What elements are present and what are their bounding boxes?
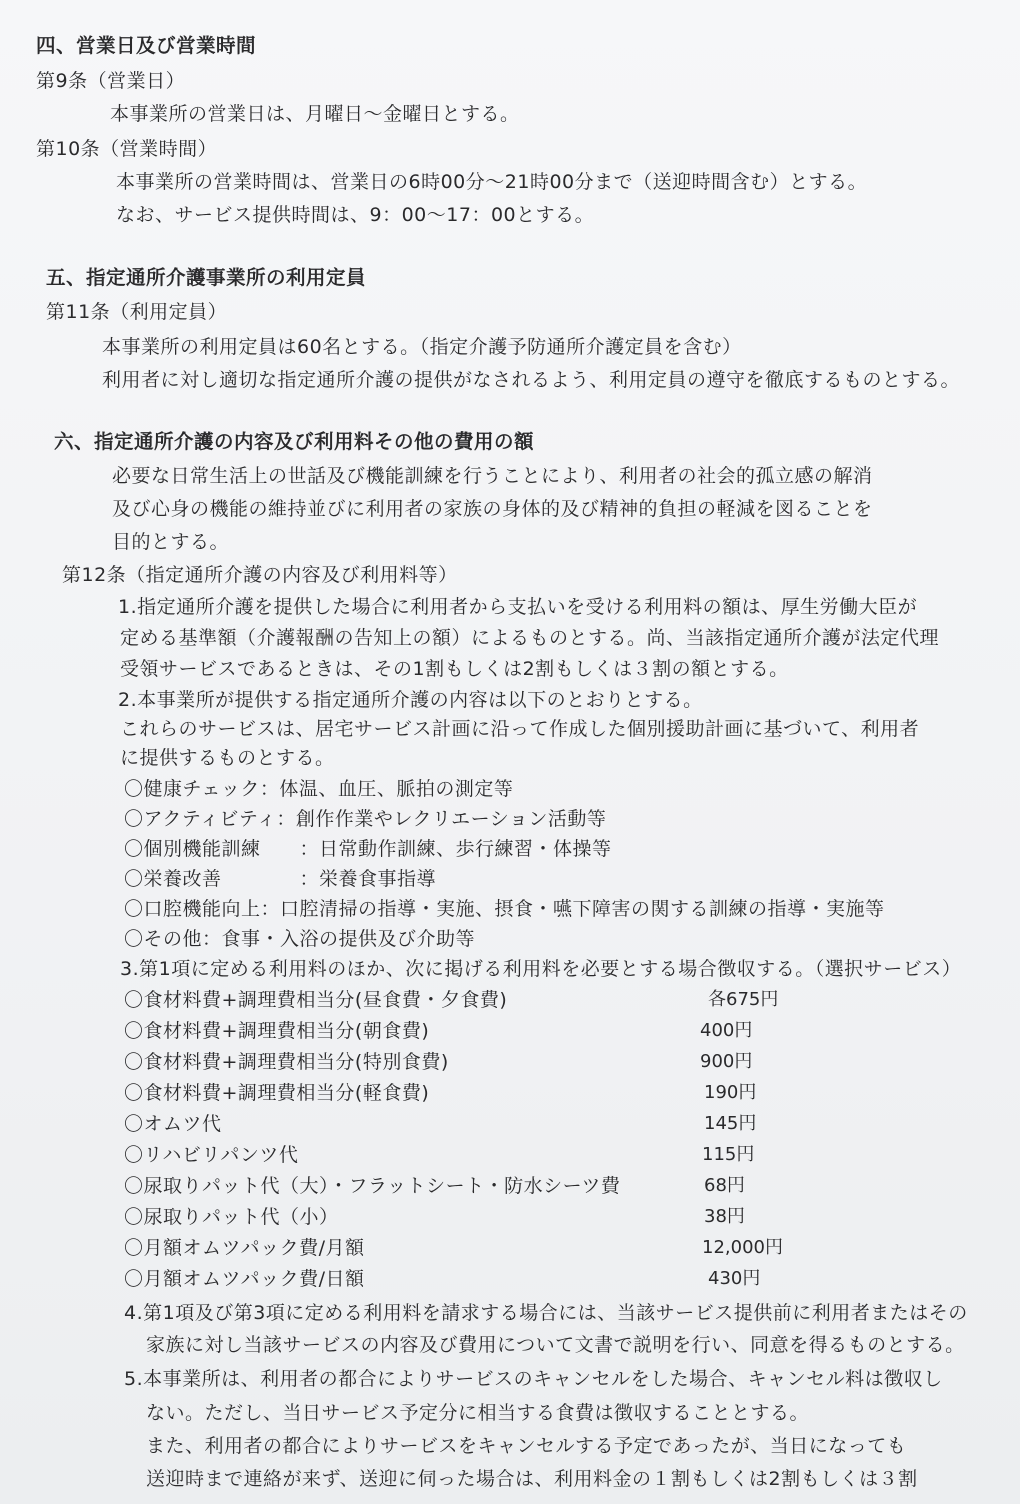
clause-2-line-2: これらのサービスは、居宅サービス計画に沿って作成した個別援助計画に基づいて、利用者 [120,718,920,740]
service-item: 〇健康チェック：体温、血圧、脈拍の測定等 [124,778,514,800]
article-10-body-1: 本事業所の営業時間は、営業日の6時00分～21時00分まで（送迎時間含む）とする。 [116,171,868,193]
clause-1-line-2: 定める基準額（介護報酬の告知上の額）によるものとする。尚、当該指定通所介護が法定代理 [120,627,940,649]
fee-price: 各675円 [708,989,779,1010]
article-9-body: 本事業所の営業日は、月曜日～金曜日とする。 [110,103,520,125]
clause-1-line-3: 受領サービスであるときは、その1割もしくは2割もしくは３割の額とする。 [120,658,789,680]
fee-price: 430円 [708,1268,761,1289]
article-9-title: 第9条（営業日） [36,70,186,92]
clause-5-line-4: 送迎時まで連絡が来ず、送迎に伺った場合は、利用料金の１割もしくは2割もしくは３割 [146,1468,918,1490]
service-item: 〇個別機能訓練 ：日常動作訓練、歩行練習・体操等 [124,838,612,860]
service-item: 〇栄養改善 ：栄養食事指導 [124,868,437,890]
article-10-body-2: なお、サービス提供時間は、9：00～17：00とする。 [116,204,595,226]
fee-name: 〇食材料費+調理費相当分(軽食費) [124,1082,430,1104]
fee-price: 115円 [702,1144,755,1165]
fee-price: 190円 [704,1082,757,1103]
fee-price: 900円 [700,1051,753,1072]
fee-price: 12,000円 [702,1237,783,1258]
section-6-intro-1: 必要な日常生活上の世話及び機能訓練を行うことにより、利用者の社会的孤立感の解消 [112,465,873,487]
section-6-heading: 六、指定通所介護の内容及び利用料その他の費用の額 [54,430,535,453]
service-item: 〇アクティビティ：創作作業やレクリエーション活動等 [124,808,607,830]
article-11-title: 第11条（利用定員） [46,301,228,323]
clause-3-line-1: 3.第1項に定める利用料のほか、次に掲げる利用料を必要とする場合徴収する。（選択サービス） [120,958,962,980]
fee-name: 〇尿取りパット代（小） [124,1206,339,1228]
clause-5-line-1: 5.本事業所は、利用者の都合によりサービスのキャンセルをした場合、キャンセル料は徴収し [124,1368,943,1390]
clause-1-line-1: 1.指定通所介護を提供した場合に利用者から支払いを受ける利用料の額は、厚生労働大臣が [118,596,918,618]
section-5-heading: 五、指定通所介護事業所の利用定員 [46,266,367,289]
fee-price: 68円 [704,1175,745,1196]
clause-2-line-3: に提供するものとする。 [120,747,335,769]
service-item: 〇口腔機能向上：口腔清掃の指導・実施、摂食・嚥下障害の関する訓練の指導・実施等 [124,898,885,920]
article-12-title: 第12条（指定通所介護の内容及び利用料等） [62,564,458,586]
fee-name: 〇食材料費+調理費相当分(昼食費・夕食費) [124,989,508,1011]
clause-5-line-2: ない。ただし、当日サービス予定分に相当する食費は徴収することとする。 [146,1402,810,1424]
clause-5-line-3: また、利用者の都合によりサービスをキャンセルする予定であったが、当日になっても [146,1435,907,1457]
fee-name: 〇食材料費+調理費相当分(特別食費) [124,1051,449,1073]
fee-price: 400円 [700,1020,753,1041]
section-6-intro-3: 目的とする。 [112,531,230,553]
fee-name: 〇リハビリパンツ代 [124,1144,299,1166]
article-10-title: 第10条（営業時間） [36,138,218,160]
section-4-heading: 四、営業日及び営業時間 [36,34,257,57]
fee-name: 〇尿取りパット代（大）・フラットシート・防水シーツ費 [124,1175,621,1197]
fee-price: 38円 [704,1206,745,1227]
fee-name: 〇月額オムツパック費/月額 [124,1237,365,1259]
clause-2-line-1: 2.本事業所が提供する指定通所介護の内容は以下のとおりとする。 [118,689,703,711]
fee-price: 145円 [704,1113,757,1134]
fee-name: 〇食材料費+調理費相当分(朝食費) [124,1020,430,1042]
clause-4-line-1: 4.第1項及び第3項に定める利用料を請求する場合には、当該サービス提供前に利用者またはその [124,1302,968,1324]
clause-4-line-2: 家族に対し当該サービスの内容及び費用について文書で説明を行い、同意を得るものとする。 [146,1334,965,1356]
article-11-body-2: 利用者に対し適切な指定通所介護の提供がなされるよう、利用定員の遵守を徹底するものとする。 [102,369,961,391]
section-6-intro-2: 及び心身の機能の維持並びに利用者の家族の身体的及び精神的負担の軽減を図ることを [112,498,873,520]
article-11-body-1: 本事業所の利用定員は60名とする。（指定介護予防通所介護定員を含む） [102,336,742,358]
fee-name: 〇月額オムツパック費/日額 [124,1268,365,1290]
fee-name: 〇オムツ代 [124,1113,222,1135]
service-item: 〇その他：食事・入浴の提供及び介助等 [124,928,476,950]
